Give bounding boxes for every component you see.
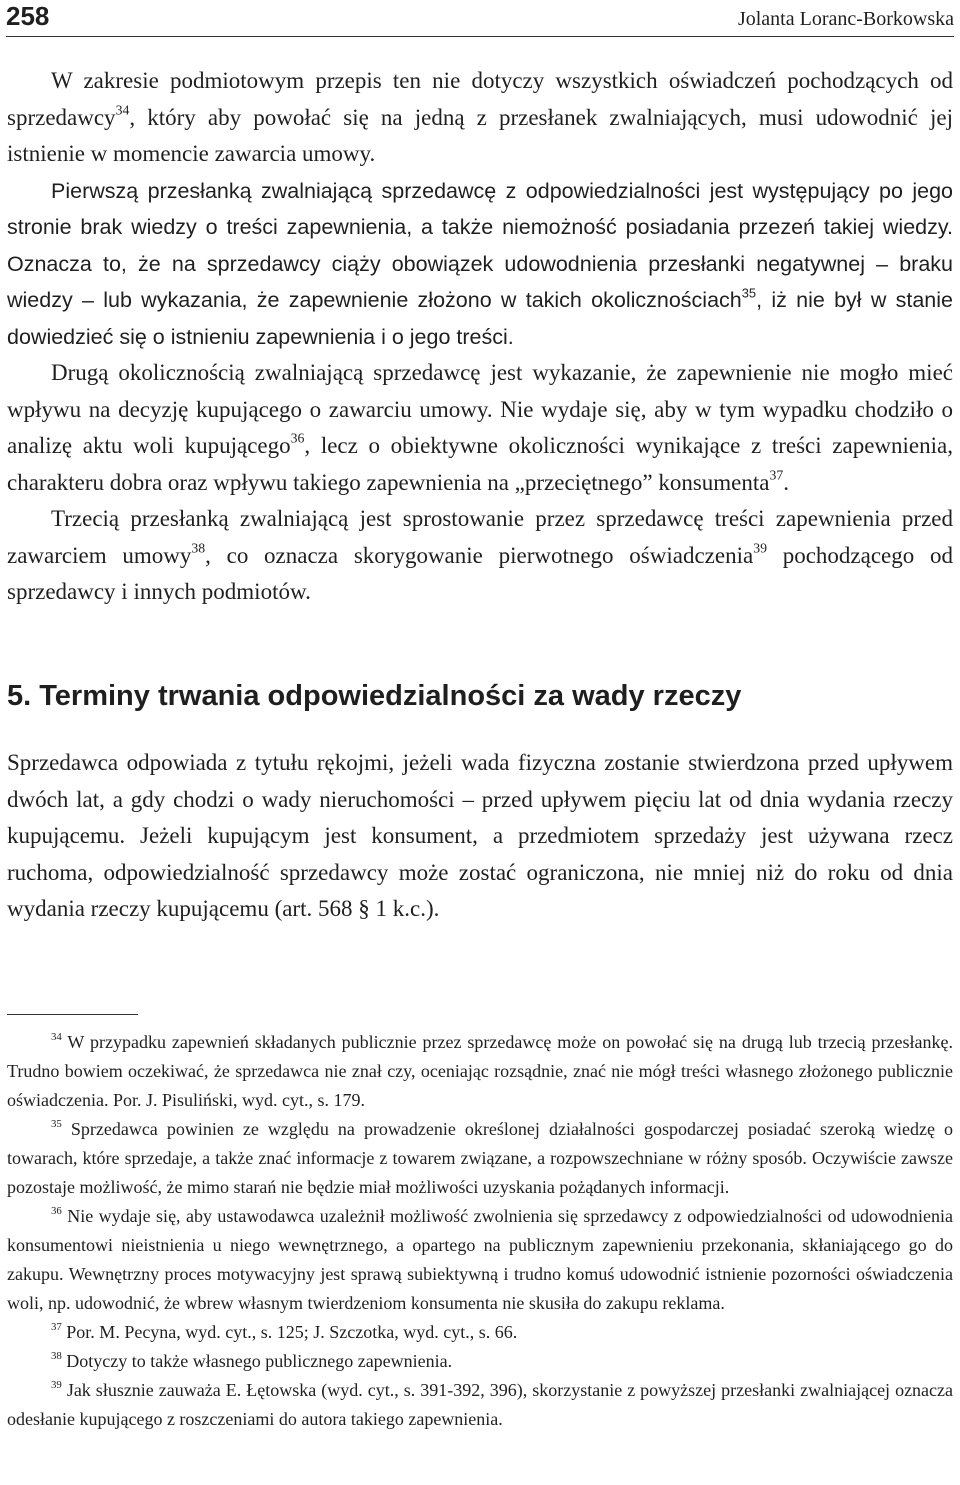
paragraph-4: [7, 501, 953, 611]
section-text: [7, 745, 953, 928]
footnote-number: 39: [51, 1378, 62, 1391]
page-number: 258: [6, 1, 50, 31]
footnote-text: Sprzedawca powinien ze względu na prowadzenie określonej działalności gospodarczej posiadać szeroką wiedzę o towarach, które sprzedaje, a także znać informacje z towarem związane, a rozpowszechniane w różny sposób. Oczywiście zawsze pozostaje możliwość, że mimo starań nie będzie miał możliwości uzyskania pożądanych informacji.: [7, 1119, 953, 1197]
paragraph-3-text-b: , lecz o obiektywne okoliczności wynikające z treści zapewnienia, charakteru dobra oraz wpływu takiego zapewnienia na „przeciętnego” konsumenta: [7, 433, 953, 495]
paragraph-4-text-a: Trzecią przesłanką zwalniającą jest sprostowanie przez sprzedawcę treści zapewnienia przed zawarciem umowy: [7, 506, 953, 568]
paragraph-2-text-b: , iż nie był w stanie dowiedzieć się o istnieniu zapewnienia i o jego treści.: [7, 288, 953, 349]
paragraph-4-text-b: , co oznacza skorygowanie pierwotnego oświadczenia: [205, 542, 754, 568]
footnote-text: Dotyczy to także własnego publicznego zapewnienia.: [66, 1351, 453, 1371]
footnote-text: Por. M. Pecyna, wyd. cyt., s. 125; J. Szczotka, wyd. cyt., s. 66.: [66, 1322, 518, 1342]
paragraph-2: [7, 173, 953, 356]
footnote-number: 38: [51, 1349, 62, 1362]
paragraph-3: [7, 355, 953, 501]
footnote-ref-36: 36: [290, 430, 305, 446]
footnote-34: [7, 1028, 953, 1115]
footnote-number: 37: [51, 1320, 62, 1333]
footnote-number: 34: [51, 1030, 62, 1043]
footnote-number: 35: [51, 1117, 62, 1130]
footnote-ref-37: 37: [769, 467, 784, 483]
footnote-35: [7, 1115, 953, 1202]
main-text: [7, 63, 953, 611]
paragraph-1: [7, 63, 953, 173]
running-head-author: Jolanta Loranc-Borkowska: [737, 8, 954, 30]
footnote-37: [7, 1318, 953, 1347]
footnote-text: Nie wydaje się, aby ustawodawca uzależnił możliwość zwolnienia się sprzedawcy z odpowiedzialności od udowodnienia konsumentowi nieistnienia u niego wewnętrznego, a opartego na publicznym zapewnieniu przekonania, skłaniającego go do zakupu. Wewnętrzny proces motywacyjny jest sprawą subiektywną i trudno komuś udowodnić istnienie pozorności oświadczenia woli, np. udowodnić, że wbrew własnym twierdzeniom konsumenta nie skusiła do zakupu reklama.: [7, 1206, 954, 1313]
footnote-ref-38: 38: [191, 540, 206, 556]
footnote-number: 36: [51, 1204, 62, 1217]
paragraph-3-text-c: .: [783, 469, 790, 495]
paragraph-1-text-b: , który aby powołać się na jedną z przesłanek zwalniających, musi udowodnić jej istnienie w momencie zawarcia umowy.: [7, 104, 953, 166]
footnotes: [7, 1028, 953, 1434]
paragraph-4-text-c: pochodzącego od sprzedawcy i innych podmiotów.: [7, 542, 953, 604]
footnote-divider: [7, 1014, 138, 1015]
footnote-ref-35: 35: [741, 285, 757, 301]
section-paragraph: Sprzedawca odpowiada z tytułu rękojmi, jeżeli wada fizyczna zostanie stwierdzona przed upływem dwóch lat, a gdy chodzi o wady nieruchomości – przed upływem pięciu lat od dnia wydania rzeczy kupującemu. Jeżeli kupującym jest konsument, a przedmiotem sprzedaży jest używana rzecz ruchoma, odpowiedzialność sprzedawcy może zostać ograniczona, nie mniej niż do roku od dnia wydania rzeczy kupującemu (art. 568 § 1 k.c.).: [7, 750, 953, 921]
footnote-38: [7, 1347, 953, 1376]
footnote-text: Jak słusznie zauważa E. Łętowska (wyd. cyt., s. 391-392, 396), skorzystanie z powyższej przesłanki zwalniającej oznacza odesłanie kupującego z roszczeniami do autora takiego zapewnienia.: [7, 1380, 954, 1429]
paragraph-3-text-a: Drugą okolicznością zwalniającą sprzedawcę jest wykazanie, że zapewnienie nie mogło mieć wpływu na decyzję kupującego o zawarciu umowy. Nie wydaje się, aby w tym wypadku chodziło o analizę aktu woli kupującego: [7, 360, 953, 458]
footnote-ref-39: 39: [753, 540, 767, 556]
page-header: [6, 0, 954, 37]
section-heading: 5. Terminy trwania odpowiedzialności za wady rzeczy: [7, 680, 742, 712]
footnote-36: [7, 1202, 953, 1318]
footnote-text: W przypadku zapewnień składanych publicznie przez sprzedawcę może on powołać się na drugą lub trzecią przesłankę. Trudno bowiem oczekiwać, że sprzedawca nie znał czy, oceniając rozsądnie, znać nie mógł treści własnego złożonego publicznie oświadczenia. Por. J. Pisuliński, wyd. cyt., s. 179.: [7, 1032, 954, 1110]
footnote-39: [7, 1376, 953, 1434]
paragraph-2-text-a: Pierwszą przesłanką zwalniającą sprzedawcę z odpowiedzialności jest występujący po jego stronie brak wiedzy o treści zapewnienia, a także niemożność posiadania przezeń takiej wiedzy. Oznacza to, że na sprzedawcy ciąży obowiązek udowodnienia przesłanki negatywnej – braku wiedzy – lub wykazania, że zapewnienie złożono w takich okolicznościach: [7, 178, 953, 312]
footnote-ref-34: 34: [115, 102, 130, 118]
paragraph-1-text-a: W zakresie podmiotowym przepis ten nie dotyczy wszystkich oświadczeń pochodzących od sprzedawcy: [7, 68, 953, 130]
